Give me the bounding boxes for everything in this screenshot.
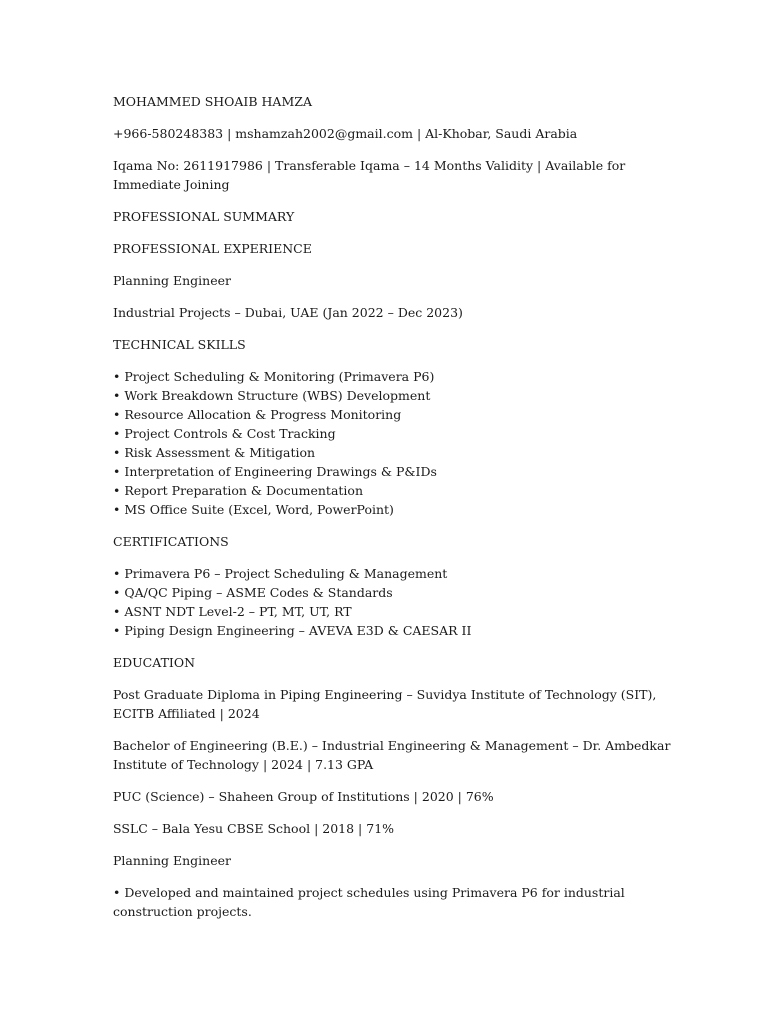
list-item: [113, 481, 673, 500]
certification-text: Primavera P6 – Project Scheduling & Management: [124, 566, 448, 581]
education-heading: EDUCATION: [113, 655, 196, 670]
list-item: [113, 602, 673, 621]
list-item: [113, 462, 673, 481]
skill-text: Project Scheduling & Monitoring (Primavera P6): [124, 369, 435, 384]
bullet-icon: •: [113, 623, 121, 638]
bullet-icon: •: [113, 369, 121, 384]
bullet-icon: •: [113, 566, 121, 581]
list-item: [113, 386, 673, 405]
list-item: [113, 564, 673, 583]
education-entry: Post Graduate Diploma in Piping Engineering – Suvidya Institute of Technology (SIT), ECITB Affiliated | 2024: [113, 687, 657, 721]
certifications-list: [113, 564, 673, 640]
resume-document: [113, 92, 673, 934]
bullet-icon: •: [113, 464, 121, 479]
bullet-icon: •: [113, 585, 121, 600]
skill-text: Resource Allocation & Progress Monitoring: [124, 407, 402, 422]
skill-text: MS Office Suite (Excel, Word, PowerPoint): [124, 502, 394, 517]
list-item: [113, 500, 673, 519]
responsibility-text: Developed and maintained project schedules using Primavera P6 for industrial construction projects.: [113, 885, 625, 919]
bullet-icon: •: [113, 388, 121, 403]
bullet-icon: •: [113, 483, 121, 498]
skill-text: Work Breakdown Structure (WBS) Development: [124, 388, 431, 403]
bullet-icon: •: [113, 426, 121, 441]
role-heading: Planning Engineer: [113, 853, 231, 868]
iqama-line: Iqama No: 2611917986 | Transferable Iqama – 14 Months Validity | Available for Immediate Joining: [113, 158, 626, 192]
education-entry: SSLC – Bala Yesu CBSE School | 2018 | 71%: [113, 821, 395, 836]
list-item: [113, 424, 673, 443]
list-item: [113, 443, 673, 462]
certification-text: Piping Design Engineering – AVEVA E3D & CAESAR II: [124, 623, 472, 638]
technical-skills-heading: TECHNICAL SKILLS: [113, 337, 246, 352]
certification-text: QA/QC Piping – ASME Codes & Standards: [124, 585, 393, 600]
skill-text: Risk Assessment & Mitigation: [124, 445, 316, 460]
skill-text: Report Preparation & Documentation: [124, 483, 363, 498]
skill-text: Project Controls & Cost Tracking: [124, 426, 336, 441]
skill-text: Interpretation of Engineering Drawings & P&IDs: [124, 464, 437, 479]
list-item: [113, 367, 673, 386]
professional-experience-heading: PROFESSIONAL EXPERIENCE: [113, 241, 312, 256]
bullet-icon: •: [113, 502, 121, 517]
bullet-icon: •: [113, 885, 121, 900]
education-entry: PUC (Science) – Shaheen Group of Institutions | 2020 | 76%: [113, 789, 494, 804]
education-entry: Bachelor of Engineering (B.E.) – Industrial Engineering & Management – Dr. Ambedkar Institute of Technology | 2024 | 7.13 GPA: [113, 738, 671, 772]
list-item: [113, 621, 673, 640]
certifications-heading: CERTIFICATIONS: [113, 534, 229, 549]
bullet-icon: •: [113, 445, 121, 460]
responsibility-item: [113, 883, 673, 921]
job-title: Planning Engineer: [113, 273, 231, 288]
bullet-icon: •: [113, 604, 121, 619]
candidate-name: MOHAMMED SHOAIB HAMZA: [113, 94, 312, 109]
list-item: [113, 405, 673, 424]
bullet-icon: •: [113, 407, 121, 422]
contact-line: +966-580248383 | mshamzah2002@gmail.com | Al-Khobar, Saudi Arabia: [113, 126, 578, 141]
skills-list: [113, 367, 673, 519]
certification-text: ASNT NDT Level-2 – PT, MT, UT, RT: [124, 604, 352, 619]
list-item: [113, 583, 673, 602]
job-company: Industrial Projects – Dubai, UAE (Jan 2022 – Dec 2023): [113, 305, 463, 320]
professional-summary-heading: PROFESSIONAL SUMMARY: [113, 209, 295, 224]
